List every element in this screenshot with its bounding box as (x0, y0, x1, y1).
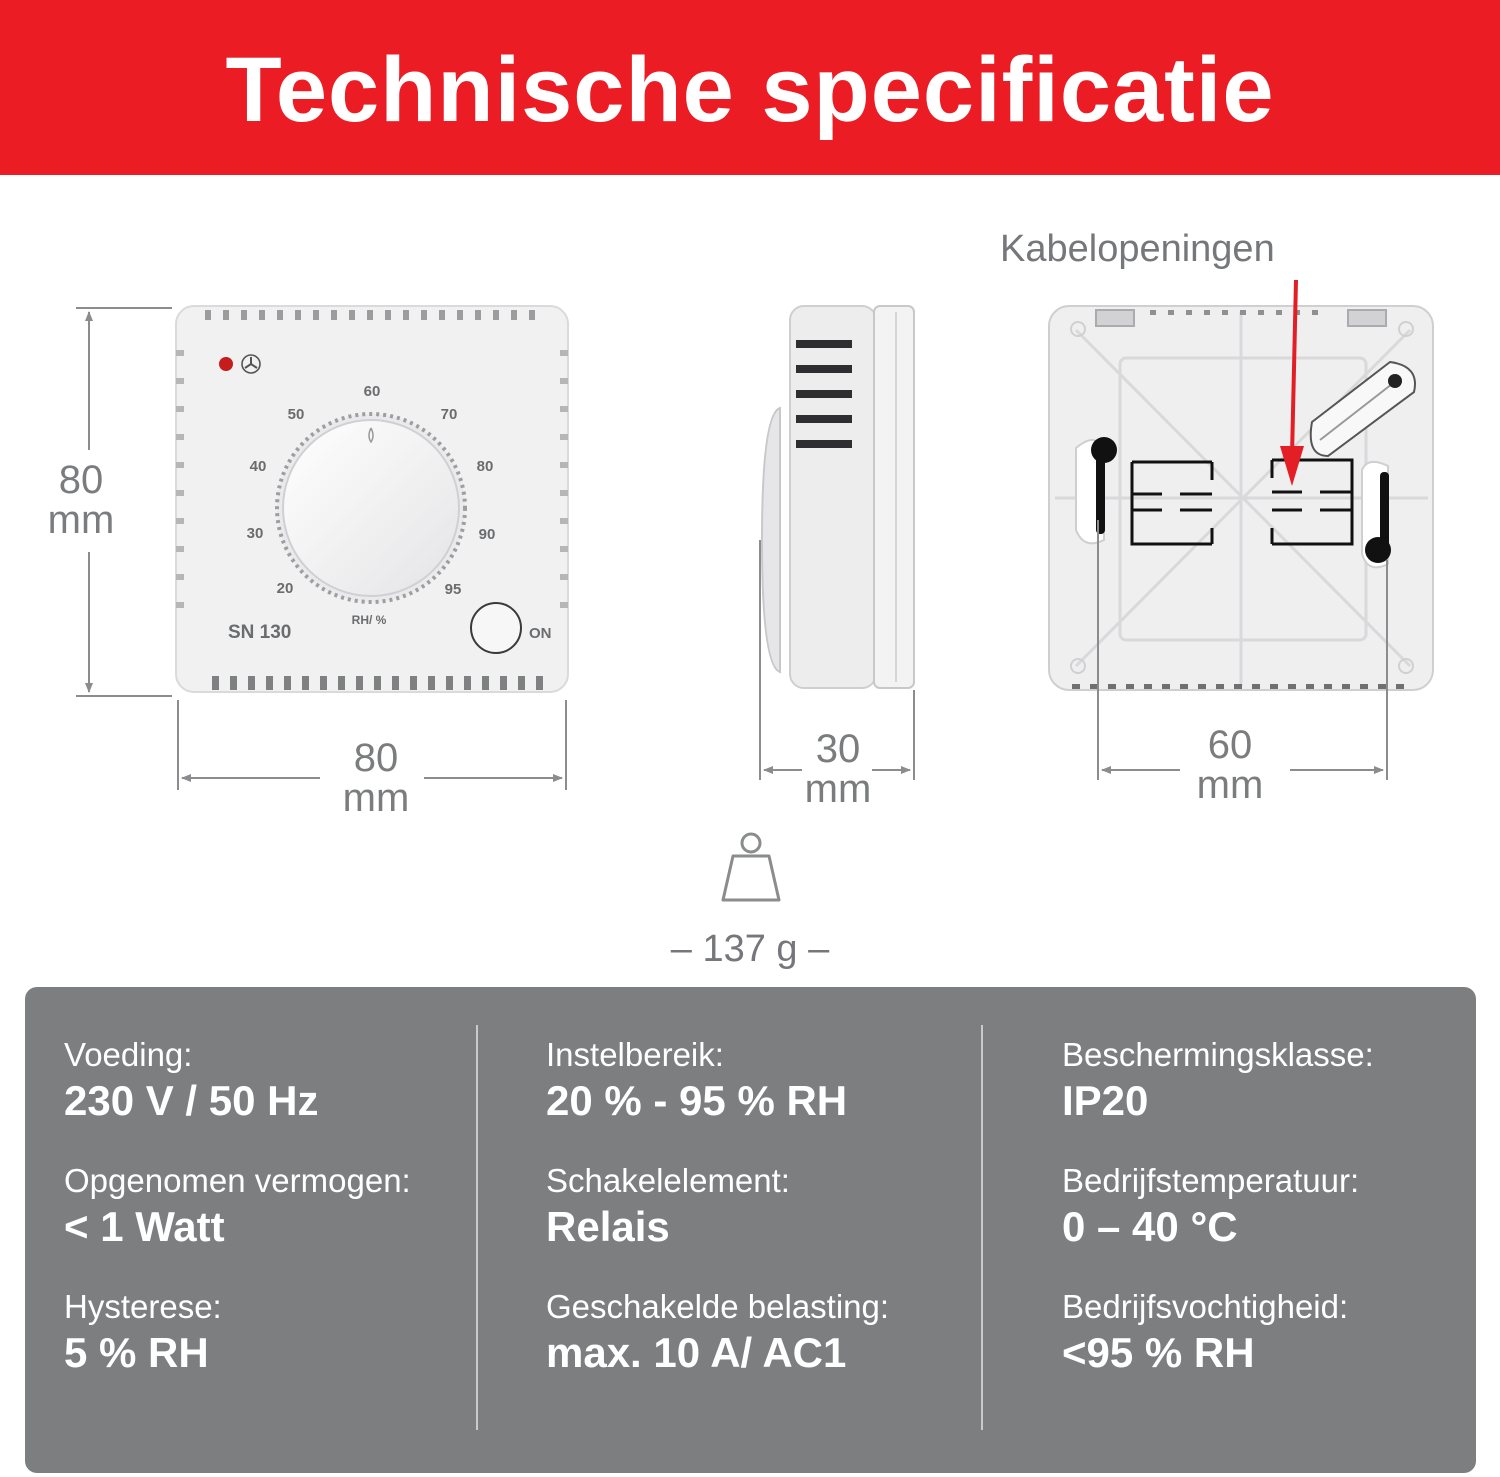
spec-value: 20 % - 95 % RH (546, 1077, 848, 1124)
scale-30: 30 (246, 525, 264, 542)
cable-openings-label: Kabelopeningen (1000, 228, 1275, 270)
front-height-label (38, 460, 124, 540)
spec-label: Instelbereik: (546, 1036, 724, 1073)
front-height-unit: mm (47, 498, 115, 542)
scale-80: 80 (476, 458, 494, 475)
spec-label: Beschermingsklasse: (1062, 1036, 1374, 1073)
spec-item (546, 1161, 889, 1287)
spec-column-1 (64, 1035, 411, 1413)
back-mount-label (1182, 725, 1278, 805)
spec-label: Bedrijfstemperatuur: (1062, 1162, 1360, 1199)
dial-knob (277, 414, 465, 602)
spec-value: Relais (546, 1203, 670, 1250)
column-divider (981, 1025, 983, 1430)
column-divider (476, 1025, 478, 1430)
spec-panel (25, 987, 1476, 1473)
on-label: ON (529, 625, 552, 642)
model-label: SN 130 (228, 622, 292, 643)
scale-unit: RH/ % (351, 613, 387, 627)
spec-column-2 (546, 1035, 889, 1413)
scale-40: 40 (249, 458, 267, 475)
spec-item (1062, 1035, 1374, 1161)
scale-50: 50 (287, 406, 305, 423)
spec-value: 230 V / 50 Hz (64, 1077, 319, 1124)
spec-label: Hysterese: (64, 1288, 222, 1325)
spec-label: Geschakelde belasting: (546, 1288, 890, 1325)
spec-value: <95 % RH (1062, 1329, 1255, 1376)
back-mount-value: 60 (1207, 723, 1253, 767)
spec-label: Opgenomen vermogen: (64, 1162, 411, 1199)
spec-label: Schakelelement: (546, 1162, 790, 1199)
spec-item (64, 1035, 411, 1161)
front-width-label (324, 738, 428, 818)
weight-icon (723, 834, 779, 900)
spec-item (64, 1161, 411, 1287)
spec-value: IP20 (1062, 1077, 1149, 1124)
side-view (762, 306, 914, 688)
led-indicator (219, 357, 233, 371)
spec-column-3 (1062, 1035, 1374, 1413)
front-height-value: 80 (58, 458, 104, 502)
side-depth-unit: mm (804, 767, 872, 811)
spec-value: max. 10 A/ AC1 (546, 1329, 847, 1376)
spec-value: 5 % RH (64, 1329, 209, 1376)
page-title: Technische specificatie (225, 39, 1275, 141)
spec-item (1062, 1287, 1374, 1413)
scale-90: 90 (478, 526, 496, 543)
scale-95: 95 (444, 581, 462, 598)
front-width-unit: mm (342, 776, 410, 820)
side-depth-value: 30 (815, 727, 861, 771)
spec-item (64, 1287, 411, 1413)
spec-item (546, 1035, 889, 1161)
back-view (1049, 280, 1433, 690)
side-depth-label (790, 729, 886, 809)
on-button (471, 603, 521, 653)
back-mount-unit: mm (1196, 763, 1264, 807)
weight-label: – 137 g – (670, 928, 830, 970)
scale-20: 20 (276, 580, 294, 597)
spec-value: < 1 Watt (64, 1203, 225, 1250)
scale-70: 70 (440, 406, 458, 423)
side-knob (762, 408, 780, 672)
front-width-value: 80 (353, 736, 399, 780)
front-view (176, 306, 568, 692)
scale-60: 60 (363, 383, 381, 400)
spec-value: 0 – 40 °C (1062, 1203, 1238, 1250)
spec-label: Bedrijfsvochtigheid: (1062, 1288, 1349, 1325)
spec-item (546, 1287, 889, 1413)
spec-item (1062, 1161, 1374, 1287)
mounting-slot-right (1362, 462, 1391, 567)
spec-label: Voeding: (64, 1036, 193, 1073)
